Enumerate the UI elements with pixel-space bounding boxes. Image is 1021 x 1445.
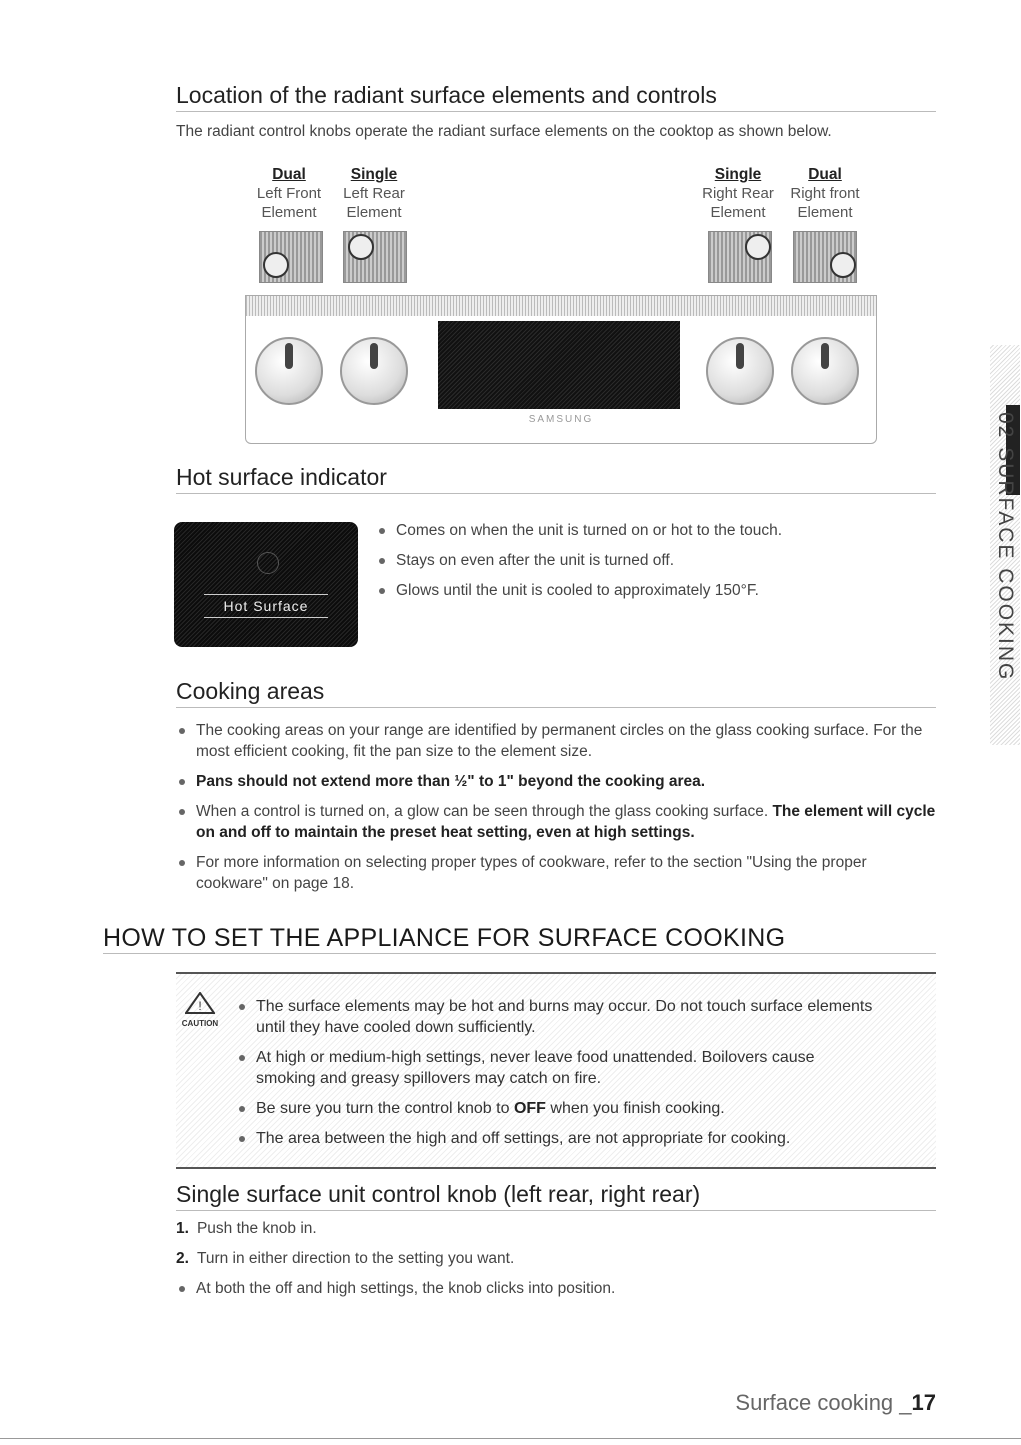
how-to-heading: HOW TO SET THE APPLIANCE FOR SURFACE COOKING <box>103 924 936 954</box>
label-line: Right front <box>790 185 860 202</box>
label-line: Left Front <box>256 185 322 202</box>
svg-text:!: ! <box>198 999 202 1013</box>
chapter-tab-label: 02 SURFACE COOKING <box>994 412 1017 682</box>
step-item <box>176 1248 936 1269</box>
single-knob-bullets <box>176 1278 936 1308</box>
list-item: Comes on when the unit is turned on or hot to the touch. <box>376 520 936 541</box>
label-line: Element <box>346 204 402 221</box>
warning-triangle-icon <box>185 992 215 1014</box>
hot-surface-glow-icon <box>257 552 279 574</box>
step-number: 1. <box>176 1220 189 1237</box>
label-line: Element <box>261 204 317 221</box>
list-item: Pans should not extend more than ½" to 1" beyond the cooking area. <box>176 771 938 792</box>
caution-icon <box>180 992 220 1028</box>
section-title-cooking-areas: Cooking areas <box>176 678 936 708</box>
list-item <box>236 1098 876 1119</box>
list-item: At both the off and high settings, the knob clicks into position. <box>176 1278 936 1299</box>
step-text: Push the knob in. <box>196 1220 317 1237</box>
caution-box <box>176 972 936 1169</box>
list-item: The cooking areas on your range are identified by permanent circles on the glass cooking surface. For the most efficient cooking, fit the pan size to the element size. <box>176 720 938 762</box>
list-item: The surface elements may be hot and burns may occur. Do not touch surface elements until they have cooled down sufficiently. <box>236 996 876 1038</box>
knob-left-front <box>255 337 323 405</box>
label-right-rear <box>695 165 781 222</box>
section-title-hot-surface: Hot surface indicator <box>176 464 936 494</box>
label-right-front <box>785 165 865 222</box>
cooktop-element-icon <box>259 231 323 283</box>
label-head: Dual <box>272 166 306 183</box>
label-head: Single <box>350 166 398 183</box>
step-text: Turn in either direction to the setting you want. <box>196 1250 515 1267</box>
cooking-areas-bullets <box>176 720 938 903</box>
text-plain: when you finish cooking. <box>545 1100 725 1117</box>
page-footer <box>735 1390 936 1416</box>
locations-intro: The radiant control knobs operate the radiant surface elements on the cooktop as shown below. <box>176 123 832 140</box>
section-title-single-knob: Single surface unit control knob (left rear, right rear) <box>176 1181 936 1211</box>
brand-label: SAMSUNG <box>528 414 594 425</box>
page-number: 17 <box>911 1390 936 1415</box>
single-knob-steps <box>176 1218 936 1278</box>
list-item: At high or medium-high settings, never leave food unattended. Boilovers cause smoking and greasy spillovers may catch on fire. <box>236 1047 876 1089</box>
list-item: The area between the high and off settings, are not appropriate for cooking. <box>236 1128 876 1149</box>
text-plain: Be sure you turn the control knob to <box>256 1100 514 1117</box>
text-bold: OFF <box>513 1100 546 1117</box>
step-item <box>176 1218 936 1239</box>
section-title-locations: Location of the radiant surface elements and controls <box>176 82 936 112</box>
label-head: Dual <box>808 166 842 183</box>
chapter-side-tab <box>990 345 1020 745</box>
label-head: Single <box>714 166 762 183</box>
cooktop-element-icon <box>343 231 407 283</box>
list-item: For more information on selecting proper types of cookware, refer to the section "Using the proper cookware" on page 18. <box>176 852 938 894</box>
label-line: Element <box>797 204 853 221</box>
label-line: Element <box>710 204 766 221</box>
panel-top-strip <box>246 296 876 316</box>
label-left-rear <box>335 165 413 222</box>
text-bold: The element will cycle on and off to maintain the preset heat setting, even at high settings. <box>196 803 936 841</box>
caution-bullets <box>236 996 876 1158</box>
caution-label: CAUTION <box>181 1019 219 1028</box>
label-line: Right Rear <box>702 185 774 202</box>
list-item: Glows until the unit is cooled to approximately 150°F. <box>376 580 936 601</box>
label-left-front <box>250 165 328 222</box>
text-plain: When a control is turned on, a glow can be seen through the glass cooking surface. <box>196 803 773 820</box>
bottom-rule <box>0 1438 1021 1439</box>
knob-right-rear <box>706 337 774 405</box>
hot-surface-bullets <box>376 520 936 610</box>
cooktop-element-icon <box>708 231 772 283</box>
knob-left-rear <box>340 337 408 405</box>
hot-surface-panel <box>174 522 358 647</box>
footer-label: Surface cooking _ <box>735 1390 912 1415</box>
display-panel <box>438 321 680 409</box>
cooktop-element-icon <box>793 231 857 283</box>
step-number: 2. <box>176 1250 189 1267</box>
list-item <box>176 801 938 843</box>
hot-surface-label: Hot Surface <box>204 594 328 618</box>
list-item: Stays on even after the unit is turned off. <box>376 550 936 571</box>
label-line: Left Rear <box>343 185 405 202</box>
knob-right-front <box>791 337 859 405</box>
